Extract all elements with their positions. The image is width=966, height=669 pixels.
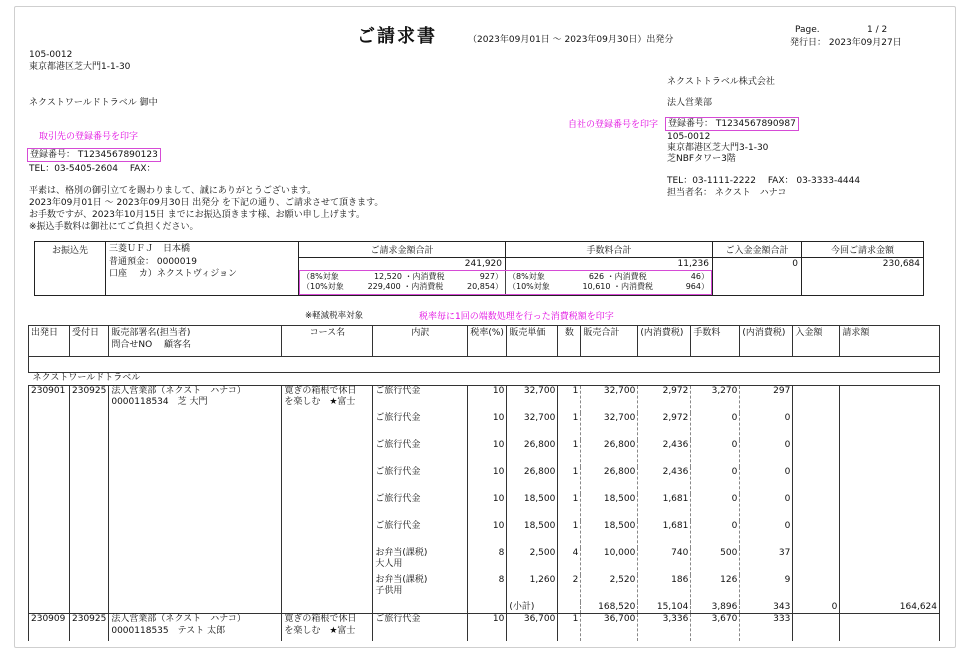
col-ftax: (内消費税) (740, 326, 793, 357)
col-total: 販売合計 (581, 326, 638, 357)
table-row (29, 385, 940, 413)
cell-item (373, 440, 468, 467)
cell-ftax: 297 (740, 385, 793, 413)
cell-total: 26,800 (581, 440, 638, 467)
cell-tax: 3,336 (638, 614, 691, 642)
cell-course (282, 614, 373, 642)
cell-item-line1: ご旅行代金 (375, 466, 421, 477)
deposit-amount: 0 (713, 258, 802, 296)
cell-dep (29, 548, 70, 575)
cell-total: 18,500 (581, 521, 638, 548)
sender-staff: 担当者名： ネクスト ハナコ (667, 188, 787, 198)
cell-dept (109, 385, 282, 413)
f8-label: （8%対象 (508, 272, 545, 281)
cell-paid (793, 548, 840, 575)
col-item: 内訳 (373, 326, 468, 357)
col-qty: 数 (558, 326, 581, 357)
f8-amount: 626 ・内消費税 (588, 272, 647, 281)
recipient-reg-number: 登録番号： T1234567890123 (27, 148, 161, 162)
subtotal-ftax: 343 (740, 602, 793, 614)
cell-course (282, 575, 373, 602)
sender-dept: 法人営業部 (667, 98, 713, 108)
cell-dept (109, 440, 282, 467)
cell-paid (793, 575, 840, 602)
deposit-header: ご入金金額合計 (713, 242, 802, 258)
greeting-line-2: 2023年09月01日 ～ 2023年09月30日 出発分 を下記の通り、ご請求させて頂きます。 (29, 198, 384, 208)
cell-price: 26,800 (507, 467, 558, 494)
cell-tax: 1,681 (638, 494, 691, 521)
cell-qty: 4 (558, 548, 581, 575)
recipient-address: 東京都港区芝大門1-1-30 (29, 62, 131, 72)
cell-tax: 1,681 (638, 521, 691, 548)
cell-item (373, 467, 468, 494)
cell-dep (29, 521, 70, 548)
page-title: ご請求書 (357, 26, 437, 47)
cell-total: 26,800 (581, 467, 638, 494)
greeting-line-1: 平素は、格別の御引立てを賜わりまして、誠にありがとうございます。 (29, 186, 317, 196)
subtotal-row (29, 602, 940, 614)
cell-bill (840, 575, 940, 602)
cell-fee: 0 (691, 494, 740, 521)
cell-paid (793, 413, 840, 440)
sender-company: ネクストトラベル株式会社 (667, 77, 775, 87)
cell-item: ご旅行代金 (373, 614, 468, 642)
cell-qty: 1 (558, 467, 581, 494)
cell-rate: 10 (468, 494, 507, 521)
cell-ftax: 0 (740, 521, 793, 548)
col-dept: 販売部署名(担当者) 問合せNO 顧客名 (109, 326, 282, 357)
t10-label: （10%対象 (302, 282, 344, 292)
cell-paid (793, 494, 840, 521)
cell-qty: 1 (558, 494, 581, 521)
cell-total: 18,500 (581, 494, 638, 521)
cell-bill (840, 440, 940, 467)
cell-dep (29, 494, 70, 521)
cell-course (282, 521, 373, 548)
cell-empty (373, 602, 468, 614)
table-row (29, 494, 940, 521)
cell-empty (70, 602, 109, 614)
tax-breakdown (299, 270, 713, 295)
cell-fee: 0 (691, 467, 740, 494)
greeting-line-3: お手数ですが、2023年10月15日 までにお振込頂きます様、お願い申し上げます。 (29, 210, 365, 220)
cell-rec (70, 494, 109, 521)
cell-tax: 2,436 (638, 467, 691, 494)
cell-bill (840, 467, 940, 494)
cell-item-line1: ご旅行代金 (375, 412, 421, 423)
total-amount: 241,920 (299, 258, 506, 271)
table-row (29, 575, 940, 602)
cell-bill (840, 521, 940, 548)
issue-date: 発行日： 2023年09月27日 (790, 38, 902, 48)
col-course: コース名 (282, 326, 373, 357)
cell-bill (840, 385, 940, 413)
cell-dep: 230901 (29, 385, 70, 413)
cell-empty (468, 602, 507, 614)
cell-course (282, 385, 373, 413)
cell-dept-line2: 0000118534 芝 大門 (111, 397, 208, 408)
cell-item (373, 494, 468, 521)
cell-total: 32,700 (581, 413, 638, 440)
bank-info (106, 242, 299, 296)
page-number: 1 / 2 (867, 25, 888, 35)
cell-dept (109, 494, 282, 521)
f10-amount: 10,610 ・内消費税 (582, 282, 654, 292)
cell-course (282, 467, 373, 494)
cell-ftax: 0 (740, 413, 793, 440)
sender-reg-note: 自社の登録番号を印字 (568, 120, 659, 130)
bank-name: 三菱ＵＦＪ 日本橋 (109, 244, 191, 254)
cell-price: 2,500 (507, 548, 558, 575)
cell-dept (109, 413, 282, 440)
fee-header: 手数料合計 (506, 242, 713, 258)
cell-rate: 8 (468, 575, 507, 602)
cell-item-line1: ご旅行代金 (375, 439, 421, 450)
f8-tax: 46） (690, 272, 709, 281)
payment-label: お振込先 (35, 242, 106, 296)
cell-ftax: 0 (740, 467, 793, 494)
cell-item (373, 575, 468, 602)
subtotal-bill: 164,624 (840, 602, 940, 614)
cell-price: 26,800 (507, 440, 558, 467)
cell-rec (70, 413, 109, 440)
cell-qty: 1 (558, 440, 581, 467)
t8-label: （8%対象 (302, 272, 339, 281)
cell-paid (793, 385, 840, 413)
fee-amount: 11,236 (506, 258, 713, 271)
table-row (29, 614, 940, 642)
cell-item (373, 521, 468, 548)
cell-price: 18,500 (507, 494, 558, 521)
cell-dep (29, 575, 70, 602)
sender-address: 東京都港区芝大門3-1-30 (667, 143, 769, 153)
cell-qty: 1 (558, 385, 581, 413)
sender-postal: 105-0012 (667, 132, 711, 142)
cell-empty (109, 602, 282, 614)
cell-qty: 1 (558, 521, 581, 548)
cell-rec (70, 467, 109, 494)
cell-rec: 230925 (70, 614, 109, 642)
reduced-rate-note: ※軽減税率対象 (305, 311, 364, 321)
cell-paid (793, 521, 840, 548)
cell-rate: 10 (468, 385, 507, 413)
subtotal-paid: 0 (793, 602, 840, 614)
cell-item-line2: 大人用 (375, 559, 403, 570)
cell-item (373, 548, 468, 575)
group-name: ネクストワールドトラベル (29, 373, 940, 386)
recipient-postal: 105-0012 (29, 50, 73, 60)
cell-dept-line2: 0000118535 テスト 太郎 (111, 626, 226, 637)
subtotal-fee: 3,896 (691, 602, 740, 614)
cell-item (373, 385, 468, 413)
recipient-tel: TEL：03-5405-2604 FAX： (29, 164, 156, 174)
t10-amount: 229,400 ・内消費税 (367, 282, 444, 292)
cell-bill (840, 413, 940, 440)
sender-reg-number: 登録番号： T1234567890987 (665, 117, 799, 131)
cell-dept (109, 614, 282, 642)
cell-price: 32,700 (507, 413, 558, 440)
cell-price: 18,500 (507, 521, 558, 548)
cell-item-line1: ご旅行代金 (375, 493, 421, 504)
col-bill: 請求額 (840, 326, 940, 357)
cell-item-line2: 子供用 (375, 586, 403, 597)
subtotal-total: 168,520 (581, 602, 638, 614)
cell-item (373, 413, 468, 440)
col-rate: 税率(%) (468, 326, 507, 357)
cell-price: 36,700 (507, 614, 558, 642)
cell-price: 1,260 (507, 575, 558, 602)
cell-ftax: 9 (740, 575, 793, 602)
cell-item-line1: お弁当(課税) (375, 547, 428, 558)
cell-rate: 10 (468, 521, 507, 548)
cell-rec (70, 521, 109, 548)
cell-rate: 10 (468, 413, 507, 440)
cell-ftax: 0 (740, 494, 793, 521)
table-row (29, 413, 940, 440)
billing-period: （2023年09月01日 ～ 2023年09月30日）出発分 (468, 35, 674, 45)
cell-bill (840, 548, 940, 575)
col-dep: 出発日 (29, 326, 70, 357)
cell-rate: 10 (468, 440, 507, 467)
cell-tax: 186 (638, 575, 691, 602)
cell-dept (109, 521, 282, 548)
cell-total: 36,700 (581, 614, 638, 642)
cell-price: 32,700 (507, 385, 558, 413)
cell-rate: 8 (468, 548, 507, 575)
cell-paid (793, 440, 840, 467)
cell-course-line2: を楽しむ ★富士 (284, 626, 356, 637)
cell-rec (70, 548, 109, 575)
cell-item-line1: お弁当(課税) (375, 574, 428, 585)
cell-tax: 2,436 (638, 440, 691, 467)
cell-dep (29, 467, 70, 494)
page-label: Page. (795, 25, 820, 35)
cell-fee: 500 (691, 548, 740, 575)
cell-course (282, 440, 373, 467)
cell-fee: 3,670 (691, 614, 740, 642)
col-paid: 入金額 (793, 326, 840, 357)
rounding-note: 税率毎に1回の端数処理を行った消費税額を印字 (419, 312, 614, 322)
cell-qty: 2 (558, 575, 581, 602)
payment-summary (34, 241, 924, 296)
sender-tel: TEL：03-1111-2222 FAX： 03-3333-4444 (667, 176, 861, 186)
cell-qty: 1 (558, 614, 581, 642)
cell-rec (70, 440, 109, 467)
col-rec: 受付日 (70, 326, 109, 357)
cell-tax: 2,972 (638, 413, 691, 440)
cell-dept-line1: 法人営業部（ネクスト ハナコ） (111, 385, 246, 396)
f10-label: （10%対象 (508, 282, 550, 292)
cell-empty (558, 602, 581, 614)
bank-holder: 口座 カ）ネクストヴィジョン (109, 269, 238, 280)
cell-course-line2: を楽しむ ★富士 (284, 397, 356, 408)
cell-fee: 126 (691, 575, 740, 602)
cell-dept (109, 467, 282, 494)
table-row (29, 548, 940, 575)
greeting-line-4: ※振込手数料は御社にてご負担ください。 (29, 222, 199, 232)
cell-rec: 230925 (70, 385, 109, 413)
f10-tax: 964） (685, 282, 709, 292)
cell-total: 2,520 (581, 575, 638, 602)
cell-bill (840, 614, 940, 642)
cell-tax: 740 (638, 548, 691, 575)
cell-dept (109, 575, 282, 602)
t10-tax: 20,854） (467, 282, 503, 292)
cell-total: 10,000 (581, 548, 638, 575)
cell-course-line1: 寛ぎの箱根で休日 (284, 385, 357, 396)
cell-dept (109, 548, 282, 575)
subtotal-label: (小計) (507, 602, 558, 614)
cell-dep: 230909 (29, 614, 70, 642)
cell-total: 32,700 (581, 385, 638, 413)
t8-amount: 12,520 ・内消費税 (373, 272, 445, 281)
invoice-page (14, 6, 956, 648)
cell-fee: 0 (691, 521, 740, 548)
col-price: 販売単価 (507, 326, 558, 357)
table-row (29, 521, 940, 548)
cell-item-line1: ご旅行代金 (375, 385, 421, 396)
sender-building: 芝NBFタワー3階 (667, 154, 736, 164)
cell-course-line1: 寛ぎの箱根で休日 (284, 614, 357, 625)
cell-course (282, 494, 373, 521)
cell-ftax: 0 (740, 440, 793, 467)
cell-rate: 10 (468, 614, 507, 642)
cell-ftax: 37 (740, 548, 793, 575)
cell-fee: 0 (691, 413, 740, 440)
table-row (29, 467, 940, 494)
table-row (29, 440, 940, 467)
cell-tax: 2,972 (638, 385, 691, 413)
cell-course (282, 548, 373, 575)
cell-rate: 10 (468, 467, 507, 494)
cell-bill (840, 494, 940, 521)
cell-empty (29, 602, 70, 614)
prev-amount: 230,684 (802, 258, 924, 296)
t8-tax: 927） (479, 272, 503, 281)
bank-account: 普通預金： 0000019 (109, 256, 197, 267)
recipient-name: ネクストワールドトラベル 御中 (29, 98, 158, 108)
prev-header: 今回ご請求金額 (802, 242, 924, 258)
cell-fee: 3,270 (691, 385, 740, 413)
cell-paid (793, 467, 840, 494)
cell-fee: 0 (691, 440, 740, 467)
col-fee: 手数料 (691, 326, 740, 357)
cell-rec (70, 575, 109, 602)
cell-dept-line1: 法人営業部（ネクスト ハナコ） (111, 614, 246, 625)
total-header: ご請求金額合計 (299, 242, 506, 258)
subtotal-tax: 15,104 (638, 602, 691, 614)
cell-ftax: 333 (740, 614, 793, 642)
cell-dep (29, 440, 70, 467)
recipient-reg-note: 取引先の登録番号を印字 (39, 132, 139, 142)
cell-item-line1: ご旅行代金 (375, 520, 421, 531)
col-tax: (内消費税) (638, 326, 691, 357)
detail-table (28, 325, 940, 641)
cell-empty (282, 602, 373, 614)
cell-paid (793, 614, 840, 642)
cell-qty: 1 (558, 413, 581, 440)
cell-dep (29, 413, 70, 440)
cell-course (282, 413, 373, 440)
